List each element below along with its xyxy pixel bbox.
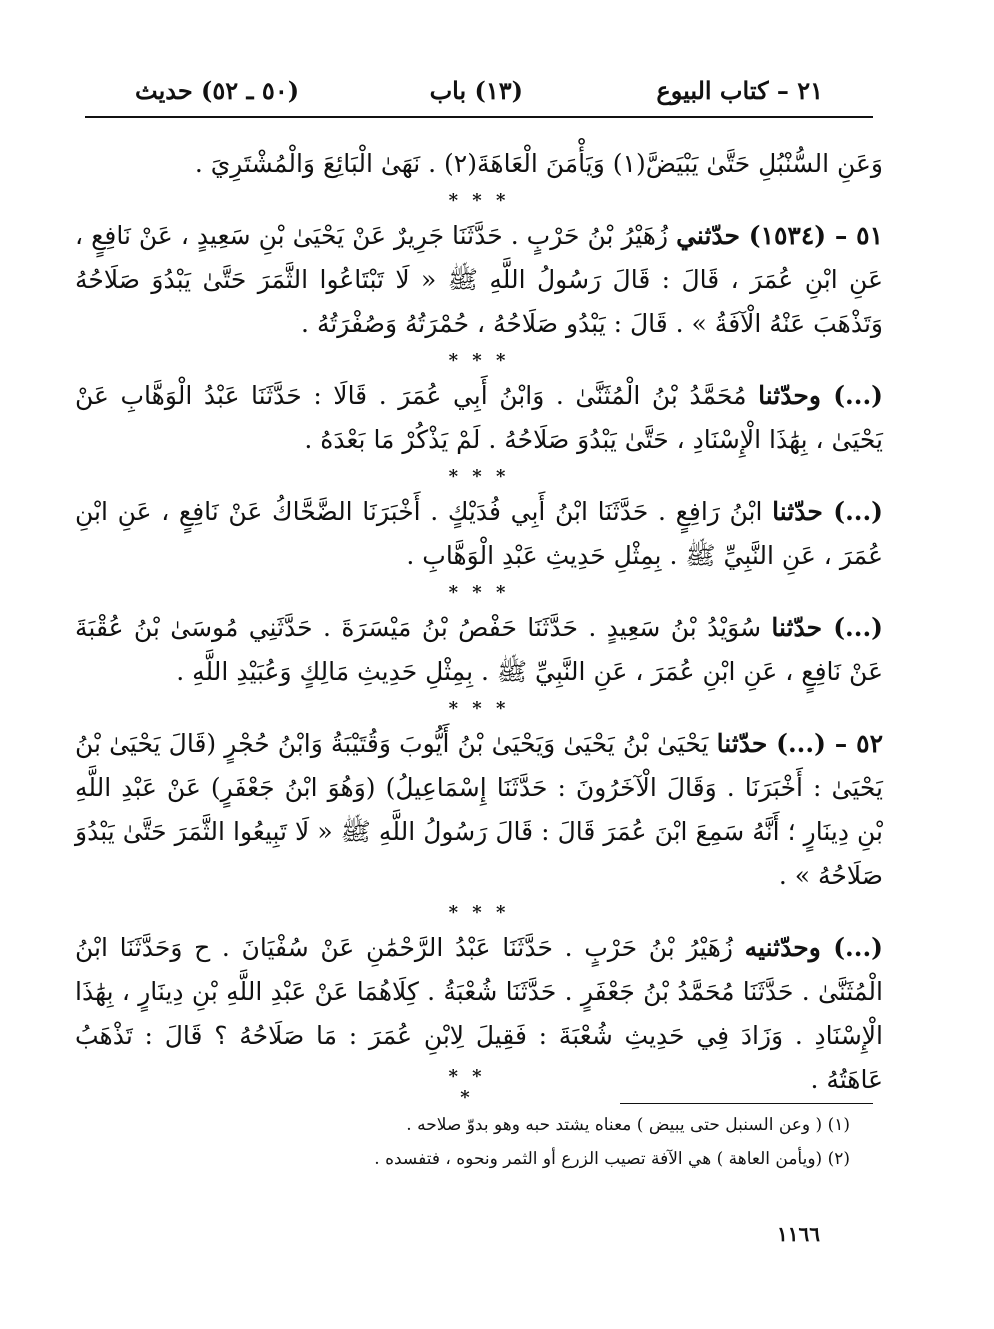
paragraph-text: مُحَمَّدُ بْنُ الْمُثَنَّىٰ . وَابْنُ أَبِي عُمَرَ . قَالَا : حَدَّثَنَا عَبْدُ الْوَهَّابِ عَنْ يَحْيَىٰ ، بِهَٰذَا الْإِسْنَادِ ، حَتَّىٰ يَبْدُوَ صَلَاحُهُ . لَمْ يَذْكُرْ مَا بَعْدَهُ . — [75, 381, 883, 454]
hadith-lead: (...) حدّثنا — [772, 497, 884, 526]
hadith-51 — [75, 214, 883, 346]
hadith-lead: (...) حدّثنا — [771, 613, 883, 642]
page-number: ١١٦٦ — [777, 1222, 820, 1246]
section-separator: * * * — [448, 1066, 486, 1108]
header-rule — [85, 116, 873, 118]
hadith-52 — [75, 722, 883, 898]
footnote-rule — [620, 1103, 873, 1104]
running-header — [135, 68, 823, 112]
footnote-1: (١) ( وعن السنبل حتى يبيض ) معناه يشتد حبه وهو بدوّ صلاحه . — [406, 1115, 850, 1135]
paragraph-text: ابْنُ رَافِعٍ . حَدَّثَنَا ابْنُ أَبِي فُدَيْكٍ . أَخْبَرَنَا الضَّحَّاكُ عَنْ نَافِعٍ ، عَنِ ابْنِ عُمَرَ ، عَنِ النَّبِيِّ ﷺ . بِمِثْلِ حَدِيثِ عَبْدِ الْوَهَّابِ . — [75, 497, 883, 570]
paragraph-text: زُهَيْرُ بْنُ حَرْبٍ . حَدَّثَنَا عَبْدُ الرَّحْمَٰنِ عَنْ سُفْيَانَ . ح وَحَدَّثَنَا ابْنُ الْمُثَنَّىٰ . حَدَّثَنَا مُحَمَّدُ بْنُ جَعْفَرٍ . حَدَّثَنَا شُعْبَةُ . كِلَاهُمَا عَنْ عَبْدِ اللَّهِ بْنِ دِينَارٍ ، بِهَٰذَا الْإِسْنَادِ . وَزَادَ فِي حَدِيثِ شُعْبَةَ : فَقِيلَ لِابْنِ عُمَرَ : مَا صَلَاحُهُ ؟ قَالَ : تَذْهَبُ عَاهَتُهُ . — [75, 933, 883, 1094]
hadith-51-chain-3 — [75, 490, 883, 578]
chapter-label: (١٣) باب — [429, 76, 523, 105]
section-separator: * * * — [448, 190, 510, 211]
paragraph-text: وَعَنِ السُّنْبُلِ حَتَّىٰ يَبْيَضَّ(١) وَيَأْمَنَ الْعَاهَةَ(٢) . نَهَىٰ الْبَائِعَ وَالْمُشْتَرِيَ . — [194, 149, 883, 178]
section-separator: * * * — [448, 466, 510, 487]
section-separator: * * * — [448, 350, 510, 371]
paragraph-text: سُوَيْدُ بْنُ سَعِيدٍ . حَدَّثَنَا حَفْصُ بْنُ مَيْسَرَةَ . حَدَّثَنِي مُوسَىٰ بْنُ عُقْبَةَ عَنْ نَافِعٍ ، عَنِ ابْنِ عُمَرَ ، عَنِ النَّبِيِّ ﷺ . بِمِثْلِ حَدِيثِ مَالِكٍ وَعُبَيْدِ اللَّهِ . — [75, 613, 883, 686]
footnote-2: (٢) (ويأمن العاهة ) هي الآفة تصيب الزرع أو الثمر ونحوه ، فتفسده . — [374, 1149, 850, 1169]
section-separator: * * * — [448, 698, 510, 719]
hadith-lead: (...) وحدّثنا — [758, 381, 883, 410]
section-separator: * * * — [448, 902, 510, 923]
section-separator: * * * — [448, 582, 510, 603]
hadith-lead: ٥١ – (١٥٣٤) حدّثني — [676, 221, 884, 250]
paragraph-text: يَحْيَىٰ بْنُ يَحْيَىٰ وَيَحْيَىٰ بْنُ أَيُّوبَ وَقُتَيْبَةُ وَابْنُ حُجْرٍ (قَالَ يَحْيَىٰ بْنُ يَحْيَىٰ : أَخْبَرَنَا . وَقَالَ الْآخَرُونَ : حَدَّثَنَا إِسْمَاعِيلُ) (وَهُوَ ابْنُ جَعْفَرٍ) عَنْ عَبْدِ اللَّهِ بْنِ دِينَارٍ ؛ أَنَّهُ سَمِعَ ابْنَ عُمَرَ قَالَ : قَالَ رَسُولُ اللَّهِ ﷺ « لَا تَبِيعُوا الثَّمَرَ حَتَّىٰ يَبْدُوَ صَلَاحُهُ » . — [75, 729, 884, 890]
hadith-51-chain-2 — [75, 374, 883, 462]
hadith-lead: ٥٢ – (...) حدّثنا — [716, 729, 884, 758]
main-text — [75, 142, 883, 1102]
footnotes — [340, 1108, 850, 1176]
hadith-lead: (...) وحدّثنيه — [744, 933, 883, 962]
paragraph-continuation — [75, 142, 883, 186]
hadith-51-chain-4 — [75, 606, 883, 694]
book-title: ٢١ – كتاب البيوع — [656, 76, 823, 105]
paragraph-text: زُهَيْرُ بْنُ حَرْبٍ . حَدَّثَنَا جَرِيرٌ عَنْ يَحْيَىٰ بْنِ سَعِيدٍ ، عَنْ نَافِعٍ ، عَنِ ابْنِ عُمَرَ ، قَالَ : قَالَ رَسُولُ اللَّهِ ﷺ « لَا تَبْتَاعُوا الثَّمَرَ حَتَّىٰ يَبْدُوَ صَلَاحُهُ وَتَذْهَبَ عَنْهُ الْآفَةُ » . قَالَ : يَبْدُو صَلَاحُهُ ، حُمْرَتُهُ وَصُفْرَتُهُ . — [75, 221, 883, 338]
hadith-range: (٥٠ ـ ٥٢) حديث — [135, 76, 300, 105]
